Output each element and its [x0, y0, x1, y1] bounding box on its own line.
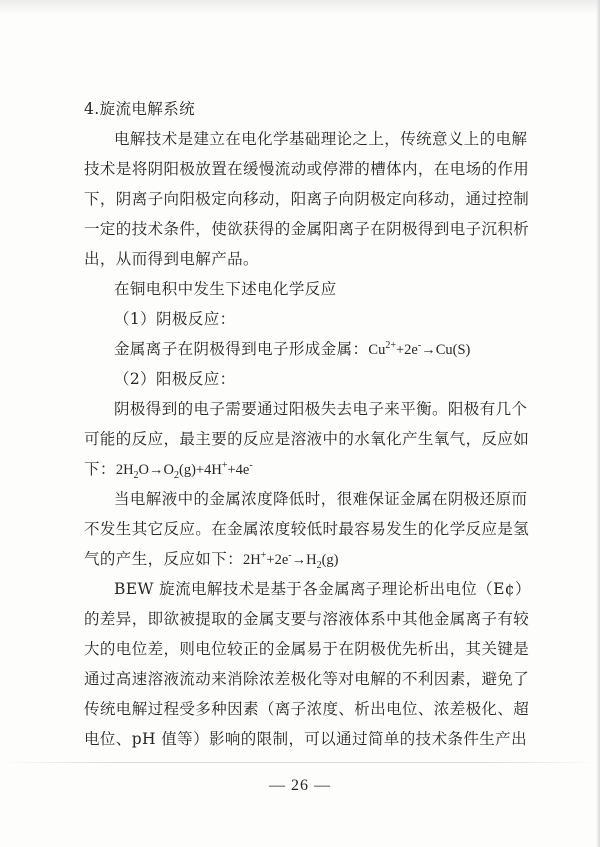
paragraph-line: 可能的反应，最主要的反应是溶液中的水氧化产生氧气，反应如	[84, 430, 530, 448]
hydrogen-reaction-line	[84, 549, 339, 570]
footer-divider	[0, 762, 600, 763]
anode-formula: $2H_2O\to O_2(g)+4H^++4e^-$	[115, 460, 253, 481]
paragraph-line: 通过高速溶液流动来消除浓差极化等对电解的不利因素，避免了	[84, 670, 530, 688]
scan-shadow-right	[596, 0, 600, 847]
paragraph-line: 下，阴离子向阳极定向移动，阳离子向阴极定向移动，通过控制	[84, 190, 530, 208]
hydrogen-prefix: 气的产生，反应如下：	[84, 550, 244, 568]
paragraph-line: 大的电位差，则电位较正的金属易于在阴极优先析出，其关键是	[84, 640, 530, 658]
paragraph-line: 出，从而得到电解产品。	[84, 250, 259, 268]
paragraph-line: 阴极得到的电子需要通过阳极失去电子来平衡。阳极有几个	[114, 400, 528, 418]
paragraph-line: 传统电解过程受多种因素（离子浓度、析出电位、浓差极化、超	[84, 700, 530, 718]
anode-reaction-line	[84, 459, 253, 480]
page-number: — 26 —	[269, 777, 331, 794]
section-title: 4.旋流电解系统	[84, 100, 195, 118]
scan-shadow-top	[0, 0, 600, 14]
cathode-text: 金属离子在阴极得到电子形成金属：	[114, 340, 369, 358]
paragraph-line: 一定的技术条件，使欲获得的金属阳离子在阴极得到电子沉积析	[84, 220, 530, 238]
paragraph-line: 当电解液中的金属浓度降低时，很难保证金属在阴极还原而	[114, 490, 528, 508]
reaction-intro: 在铜电积中发生下述电化学反应	[114, 280, 337, 298]
cathode-heading: （1）阴极反应：	[114, 310, 236, 328]
paragraph-line: 技术是将阴阳极放置在缓慢流动或停滞的槽体内，在电场的作用	[84, 160, 530, 178]
paragraph-line: 电位、pH 值等）影响的限制，可以通过简单的技术条件生产出	[84, 730, 527, 748]
hydrogen-formula: $2H^++2e^-\to H_2(g)$	[243, 550, 339, 571]
paragraph-line: 不发生其它反应。在金属浓度较低时最容易发生的化学反应是氢	[84, 520, 530, 538]
anode-heading: （2）阳极反应：	[114, 370, 236, 388]
cathode-reaction-line	[114, 339, 470, 360]
anode-formula-prefix: 下：	[84, 460, 116, 478]
paragraph-line: 的差异，即欲被提取的金属支要与溶液体系中其他金属离子有较	[84, 610, 530, 628]
paragraph-line: 电解技术是建立在电化学基础理论之上，传统意义上的电解	[114, 130, 528, 148]
paragraph-line: BEW 旋流电解技术是基于各金属离子理论析出电位（E¢）	[114, 580, 531, 598]
cathode-formula: $Cu^{2+}+2e^-\to Cu(S)$	[368, 340, 471, 358]
